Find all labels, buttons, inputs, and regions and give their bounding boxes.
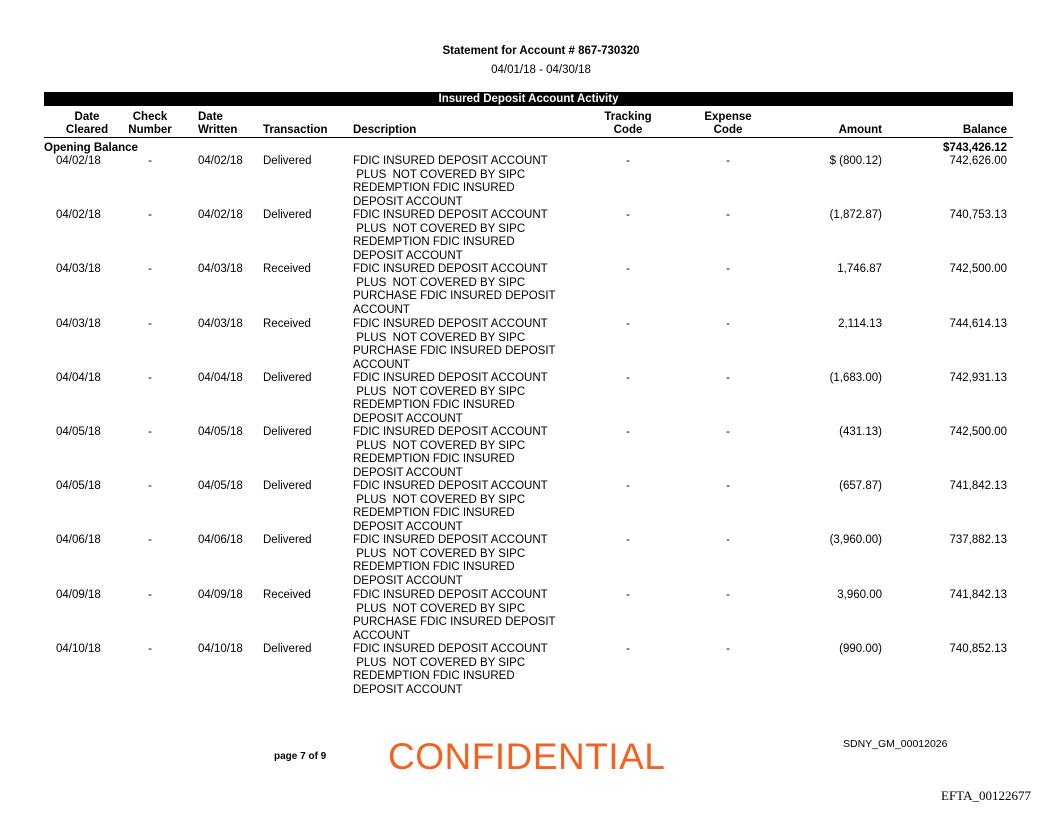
col-header-tracking-code bbox=[598, 111, 658, 137]
description-line: FDIC INSURED DEPOSIT ACCOUNT bbox=[353, 534, 548, 546]
description-line: ACCOUNT bbox=[353, 303, 410, 316]
cell-balance: 740,852.13 bbox=[949, 643, 1007, 655]
cell-amount: (3,960.00) bbox=[829, 534, 882, 546]
description-line: PURCHASE FDIC INSURED DEPOSIT bbox=[353, 290, 556, 302]
cell-transaction: Delivered bbox=[263, 209, 312, 221]
description-line: PLUS NOT COVERED BY SIPC bbox=[353, 331, 526, 344]
description-line: DEPOSIT ACCOUNT bbox=[353, 683, 463, 696]
cell-transaction: Delivered bbox=[263, 643, 312, 655]
cell-tracking-code: - bbox=[626, 372, 630, 384]
cell-expense-code: - bbox=[726, 372, 730, 384]
cell-date-written: 04/05/18 bbox=[198, 426, 243, 438]
cell-date-cleared: 04/05/18 bbox=[56, 426, 101, 438]
cell-tracking-code: - bbox=[626, 426, 630, 438]
col-header-check-number-l2: Number bbox=[128, 124, 172, 136]
cell-date-cleared: 04/05/18 bbox=[56, 480, 101, 492]
cell-amount: 2,114.13 bbox=[838, 318, 882, 330]
description-line: ACCOUNT bbox=[353, 358, 410, 371]
statement-date-range: 04/01/18 - 04/30/18 bbox=[491, 64, 591, 76]
col-header-transaction: Transaction bbox=[263, 124, 328, 136]
cell-description bbox=[353, 155, 583, 209]
description-line: PLUS NOT COVERED BY SIPC bbox=[353, 276, 526, 289]
cell-tracking-code: - bbox=[626, 263, 630, 275]
cell-balance: 742,500.00 bbox=[949, 263, 1007, 275]
description-line: REDEMPTION FDIC INSURED bbox=[353, 670, 515, 682]
cell-tracking-code: - bbox=[626, 209, 630, 221]
cell-balance: 741,842.13 bbox=[949, 589, 1007, 601]
cell-transaction: Delivered bbox=[263, 534, 312, 546]
description-line: FDIC INSURED DEPOSIT ACCOUNT bbox=[353, 480, 548, 492]
cell-check-number: - bbox=[148, 534, 152, 546]
cell-description bbox=[353, 480, 583, 534]
description-line: PURCHASE FDIC INSURED DEPOSIT bbox=[353, 616, 556, 628]
cell-tracking-code: - bbox=[626, 318, 630, 330]
cell-date-cleared: 04/03/18 bbox=[56, 318, 101, 330]
cell-description bbox=[353, 589, 583, 643]
bates-efta: EFTA_00122677 bbox=[941, 788, 1031, 803]
cell-balance: 737,882.13 bbox=[949, 534, 1007, 546]
description-line: REDEMPTION FDIC INSURED bbox=[353, 507, 515, 519]
cell-date-written: 04/02/18 bbox=[198, 209, 243, 221]
cell-description bbox=[353, 372, 583, 426]
cell-transaction: Delivered bbox=[263, 372, 312, 384]
cell-description bbox=[353, 643, 583, 697]
cell-date-written: 04/03/18 bbox=[198, 318, 243, 330]
description-line: PLUS NOT COVERED BY SIPC bbox=[353, 168, 526, 181]
cell-balance: 740,753.13 bbox=[949, 209, 1007, 221]
col-header-check-number-l1: Check bbox=[132, 111, 168, 123]
description-line: DEPOSIT ACCOUNT bbox=[353, 412, 463, 425]
cell-check-number: - bbox=[148, 155, 152, 167]
cell-description bbox=[353, 209, 583, 263]
bates-sdny: SDNY_GM_00012026 bbox=[843, 738, 948, 750]
cell-expense-code: - bbox=[726, 263, 730, 275]
cell-tracking-code: - bbox=[626, 534, 630, 546]
cell-amount: (1,872.87) bbox=[829, 209, 882, 221]
cell-tracking-code: - bbox=[626, 480, 630, 492]
description-line: REDEMPTION FDIC INSURED bbox=[353, 182, 515, 194]
cell-date-cleared: 04/09/18 bbox=[56, 589, 101, 601]
cell-date-cleared: 04/03/18 bbox=[56, 263, 101, 275]
cell-date-cleared: 04/02/18 bbox=[56, 209, 101, 221]
col-header-date-cleared-l2: Cleared bbox=[65, 124, 109, 136]
description-line: PLUS NOT COVERED BY SIPC bbox=[353, 656, 526, 669]
cell-check-number: - bbox=[148, 589, 152, 601]
col-header-expense-code-l2: Code bbox=[713, 124, 743, 136]
description-line: DEPOSIT ACCOUNT bbox=[353, 574, 463, 587]
col-header-description: Description bbox=[353, 124, 417, 136]
description-line: REDEMPTION FDIC INSURED bbox=[353, 453, 515, 465]
cell-amount: (431.13) bbox=[839, 426, 882, 438]
cell-transaction: Received bbox=[263, 589, 311, 601]
cell-tracking-code: - bbox=[626, 643, 630, 655]
cell-date-written: 04/03/18 bbox=[198, 263, 243, 275]
statement-title: Statement for Account # 867-730320 bbox=[442, 45, 640, 57]
description-line: DEPOSIT ACCOUNT bbox=[353, 466, 463, 479]
cell-amount: (990.00) bbox=[839, 643, 882, 655]
cell-expense-code: - bbox=[726, 155, 730, 167]
cell-description bbox=[353, 263, 583, 317]
page-number: page 7 of 9 bbox=[274, 751, 327, 762]
description-line: FDIC INSURED DEPOSIT ACCOUNT bbox=[353, 589, 548, 601]
cell-balance: 742,626.00 bbox=[949, 155, 1007, 167]
description-line: DEPOSIT ACCOUNT bbox=[353, 195, 463, 208]
confidential-stamp: CONFIDENTIAL bbox=[388, 736, 666, 777]
description-line: FDIC INSURED DEPOSIT ACCOUNT bbox=[353, 263, 548, 275]
description-line: DEPOSIT ACCOUNT bbox=[353, 520, 463, 533]
section-title-band: Insured Deposit Account Activity bbox=[44, 92, 1013, 106]
cell-transaction: Received bbox=[263, 263, 311, 275]
cell-description bbox=[353, 318, 583, 372]
cell-transaction: Received bbox=[263, 318, 311, 330]
cell-date-written: 04/02/18 bbox=[198, 155, 243, 167]
description-line: PLUS NOT COVERED BY SIPC bbox=[353, 439, 526, 452]
col-header-tracking-code-l2: Code bbox=[613, 124, 643, 136]
description-line: PLUS NOT COVERED BY SIPC bbox=[353, 493, 526, 506]
description-line: REDEMPTION FDIC INSURED bbox=[353, 561, 515, 573]
cell-amount: (1,683.00) bbox=[829, 372, 882, 384]
cell-date-written: 04/04/18 bbox=[198, 372, 243, 384]
description-line: FDIC INSURED DEPOSIT ACCOUNT bbox=[353, 155, 548, 167]
cell-description bbox=[353, 534, 583, 588]
description-line: PURCHASE FDIC INSURED DEPOSIT bbox=[353, 345, 556, 357]
col-header-expense-code-l1: Expense bbox=[704, 111, 752, 123]
cell-date-written: 04/10/18 bbox=[198, 643, 243, 655]
cell-expense-code: - bbox=[726, 534, 730, 546]
cell-check-number: - bbox=[148, 263, 152, 275]
cell-check-number: - bbox=[148, 372, 152, 384]
header-rule bbox=[44, 137, 1013, 138]
description-line: PLUS NOT COVERED BY SIPC bbox=[353, 547, 526, 560]
description-line: FDIC INSURED DEPOSIT ACCOUNT bbox=[353, 426, 548, 438]
cell-tracking-code: - bbox=[626, 155, 630, 167]
col-header-expense-code bbox=[698, 111, 758, 137]
cell-transaction: Delivered bbox=[263, 426, 312, 438]
col-header-date-written-l2: Written bbox=[198, 124, 238, 136]
description-line: PLUS NOT COVERED BY SIPC bbox=[353, 385, 526, 398]
col-header-date-cleared-l1: Date bbox=[74, 111, 100, 123]
cell-expense-code: - bbox=[726, 589, 730, 601]
cell-balance: 742,931.13 bbox=[949, 372, 1007, 384]
description-line: DEPOSIT ACCOUNT bbox=[353, 249, 463, 262]
opening-balance-label: Opening Balance bbox=[44, 142, 138, 154]
cell-transaction: Delivered bbox=[263, 155, 312, 167]
cell-check-number: - bbox=[148, 480, 152, 492]
description-line: REDEMPTION FDIC INSURED bbox=[353, 399, 515, 411]
cell-amount: $ (800.12) bbox=[829, 155, 882, 167]
description-line: FDIC INSURED DEPOSIT ACCOUNT bbox=[353, 372, 548, 384]
col-header-balance: Balance bbox=[962, 124, 1007, 136]
col-header-amount: Amount bbox=[838, 124, 882, 136]
cell-check-number: - bbox=[148, 426, 152, 438]
cell-expense-code: - bbox=[726, 318, 730, 330]
cell-amount: (657.87) bbox=[839, 480, 882, 492]
description-line: ACCOUNT bbox=[353, 629, 410, 642]
cell-check-number: - bbox=[148, 643, 152, 655]
col-header-date-written-l1: Date bbox=[198, 111, 223, 123]
cell-amount: 3,960.00 bbox=[837, 589, 882, 601]
cell-date-cleared: 04/02/18 bbox=[56, 155, 101, 167]
description-line: PLUS NOT COVERED BY SIPC bbox=[353, 602, 526, 615]
cell-date-cleared: 04/10/18 bbox=[56, 643, 101, 655]
cell-expense-code: - bbox=[726, 480, 730, 492]
cell-balance: 742,500.00 bbox=[949, 426, 1007, 438]
cell-transaction: Delivered bbox=[263, 480, 312, 492]
cell-tracking-code: - bbox=[626, 589, 630, 601]
description-line: FDIC INSURED DEPOSIT ACCOUNT bbox=[353, 209, 548, 221]
cell-date-written: 04/09/18 bbox=[198, 589, 243, 601]
col-header-check-number bbox=[120, 111, 180, 137]
col-header-date-cleared bbox=[57, 111, 117, 137]
cell-description bbox=[353, 426, 583, 480]
description-line: REDEMPTION FDIC INSURED bbox=[353, 236, 515, 248]
cell-check-number: - bbox=[148, 209, 152, 221]
description-line: FDIC INSURED DEPOSIT ACCOUNT bbox=[353, 318, 548, 330]
cell-date-written: 04/05/18 bbox=[198, 480, 243, 492]
opening-balance-value: $743,426.12 bbox=[943, 142, 1007, 154]
cell-amount: 1,746.87 bbox=[837, 263, 882, 275]
description-line: FDIC INSURED DEPOSIT ACCOUNT bbox=[353, 643, 548, 655]
cell-expense-code: - bbox=[726, 209, 730, 221]
col-header-date-written bbox=[198, 111, 258, 137]
col-header-tracking-code-l1: Tracking bbox=[604, 111, 652, 123]
cell-expense-code: - bbox=[726, 426, 730, 438]
cell-balance: 744,614.13 bbox=[949, 318, 1007, 330]
cell-check-number: - bbox=[148, 318, 152, 330]
cell-date-written: 04/06/18 bbox=[198, 534, 243, 546]
cell-date-cleared: 04/06/18 bbox=[56, 534, 101, 546]
cell-date-cleared: 04/04/18 bbox=[56, 372, 101, 384]
cell-expense-code: - bbox=[726, 643, 730, 655]
description-line: PLUS NOT COVERED BY SIPC bbox=[353, 222, 526, 235]
cell-balance: 741,842.13 bbox=[949, 480, 1007, 492]
